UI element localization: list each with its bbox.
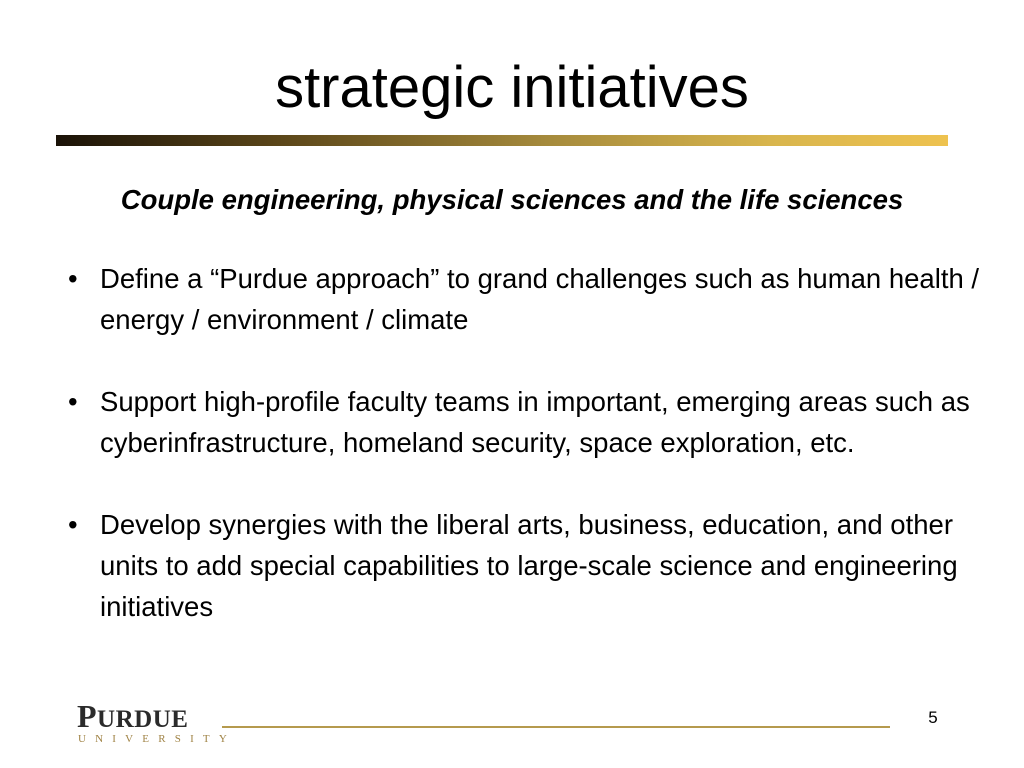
logo-subtext: UNIVERSITY (78, 733, 236, 745)
bullet-text: Develop synergies with the liberal arts, business, education, and other units to add special capabilities to large-scale science and engineering initiatives (100, 509, 958, 622)
bullet-dot-icon: • (68, 263, 78, 294)
logo-wordmark (77, 700, 188, 736)
bullet-text: Support high-profile faculty teams in important, emerging areas such as cyberinfrastructure, homeland security, space exploration, etc. (100, 386, 970, 458)
bullet-dot-icon: • (68, 509, 78, 540)
logo-rest: URDUE (97, 706, 189, 733)
bullet-text: Define a “Purdue approach” to grand challenges such as human health / energy / environment / climate (100, 263, 980, 335)
slide-subtitle: Couple engineering, physical sciences and the life sciences (120, 184, 904, 215)
purdue-university-logo (77, 698, 236, 750)
bullet-item (68, 258, 988, 340)
bullet-list (68, 258, 988, 668)
bullet-item (68, 504, 988, 627)
bullet-dot-icon: • (68, 386, 78, 417)
slide-title: strategic initiatives (275, 55, 749, 120)
bullet-item (68, 381, 988, 463)
title-gradient-rule (56, 135, 948, 146)
page-number: 5 (928, 708, 938, 727)
logo-initial: P (77, 698, 98, 734)
footer-rule (222, 726, 890, 728)
